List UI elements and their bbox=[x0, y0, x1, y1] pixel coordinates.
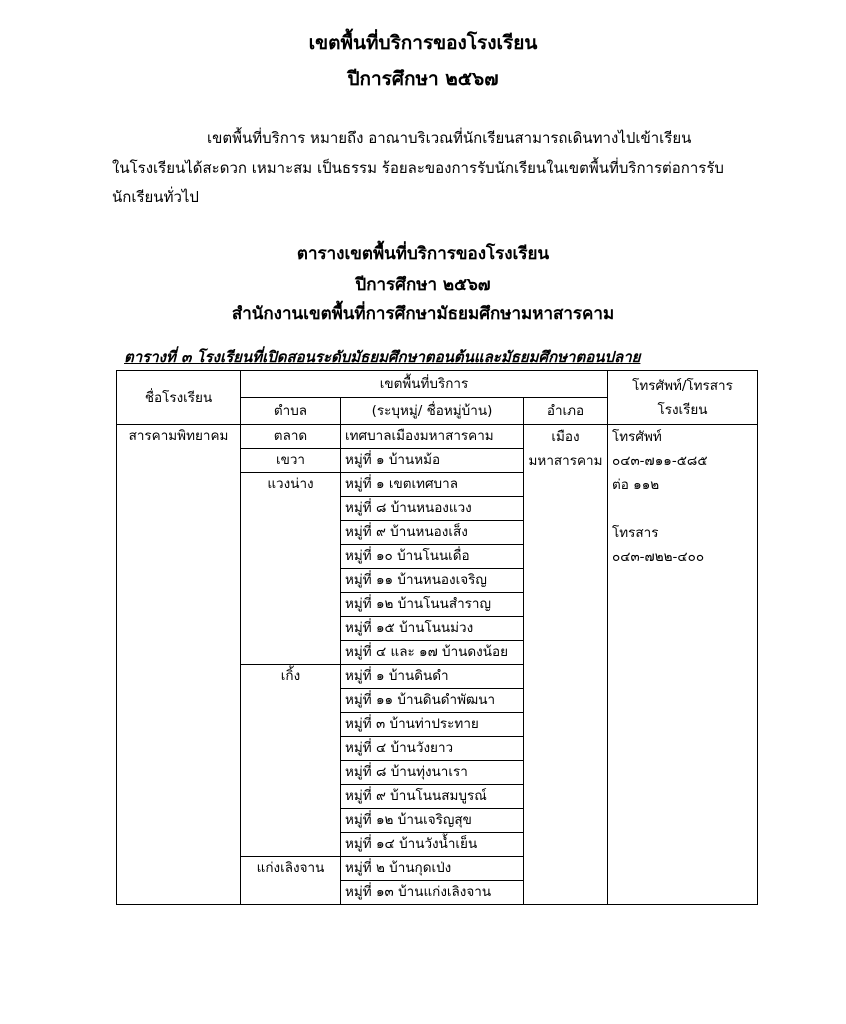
district-line-1: เมือง bbox=[551, 429, 580, 445]
page-title: เขตพื้นที่บริการของโรงเรียน bbox=[308, 32, 538, 54]
header-school: ชื่อโรงเรียน bbox=[117, 371, 241, 425]
definition-line-3: นักเรียนทั่วไป bbox=[112, 188, 199, 206]
village-cell: เทศบาลเมืองมหาสารคาม bbox=[341, 425, 524, 449]
subdistrict-cell: แก่งเลิงจาน bbox=[241, 857, 341, 905]
header-subdistrict: ตำบล bbox=[241, 398, 341, 425]
village-cell: หมู่ที่ ๙ บ้านหนองเส็ง bbox=[341, 521, 524, 545]
subdistrict-cell: เกิ้ง bbox=[241, 665, 341, 857]
village-cell: หมู่ที่ ๑๒ บ้านโนนสำราญ bbox=[341, 593, 524, 617]
table-row bbox=[117, 425, 758, 449]
village-cell: หมู่ที่ ๑๓ บ้านแก่งเลิงจาน bbox=[341, 881, 524, 905]
header-contact-line-1: โทรศัพท์/โทรสาร bbox=[632, 377, 733, 394]
village-cell: หมู่ที่ ๘ บ้านทุ่งนาเรา bbox=[341, 761, 524, 785]
subdistrict-cell: ตลาด bbox=[241, 425, 341, 449]
phone-extension: ต่อ ๑๑๒ bbox=[612, 477, 660, 493]
village-cell: หมู่ที่ ๔ และ ๑๗ บ้านดงน้อย bbox=[341, 641, 524, 665]
header-service-area: เขตพื้นที่บริการ bbox=[241, 371, 608, 398]
header-village: (ระบุหมู่/ ชื่อหมู่บ้าน) bbox=[341, 398, 524, 425]
district-line-2: มหาสารคาม bbox=[528, 453, 603, 469]
village-cell: หมู่ที่ ๑๔ บ้านวังน้ำเย็น bbox=[341, 833, 524, 857]
village-cell: หมู่ที่ ๑๒ บ้านเจริญสุข bbox=[341, 809, 524, 833]
village-cell: หมู่ที่ ๒ บ้านกุดเป่ง bbox=[341, 857, 524, 881]
definition-line-2: ในโรงเรียนได้สะดวก เหมาะสม เป็นธรรม ร้อยละของการรับนักเรียนในเขตพื้นที่บริการต่อการรับ bbox=[112, 159, 724, 177]
village-cell: หมู่ที่ ๙ บ้านโนนสมบูรณ์ bbox=[341, 785, 524, 809]
definition-line-1: เขตพื้นที่บริการ หมายถึง อาณาบริเวณที่นักเรียนสามารถเดินทางไปเข้าเรียน bbox=[207, 129, 692, 147]
phone-number: ๐๔๓-๗๑๑-๕๘๕ bbox=[612, 453, 708, 469]
fax-number: ๐๔๓-๗๒๒-๔๐๐ bbox=[612, 549, 705, 565]
village-cell: หมู่ที่ ๓ บ้านท่าประทาย bbox=[341, 713, 524, 737]
table-heading-year: ปีการศึกษา ๒๕๖๗ bbox=[355, 275, 491, 295]
header-contact bbox=[608, 371, 758, 425]
table-header-row bbox=[117, 371, 758, 398]
table-heading-office: สำนักงานเขตพื้นที่การศึกษามัธยมศึกษามหาสารคาม bbox=[231, 304, 615, 324]
village-cell: หมู่ที่ ๔ บ้านวังยาว bbox=[341, 737, 524, 761]
subdistrict-cell: แวงน่าง bbox=[241, 473, 341, 665]
spacer bbox=[612, 497, 753, 521]
village-cell: หมู่ที่ ๑๕ บ้านโนนม่วง bbox=[341, 617, 524, 641]
village-cell: หมู่ที่ ๑ บ้านดินดำ bbox=[341, 665, 524, 689]
village-cell: หมู่ที่ ๑๑ บ้านดินดำพัฒนา bbox=[341, 689, 524, 713]
header-district: อำเภอ bbox=[524, 398, 608, 425]
subdistrict-cell: เขวา bbox=[241, 449, 341, 473]
village-cell: หมู่ที่ ๑๑ บ้านหนองเจริญ bbox=[341, 569, 524, 593]
district-cell bbox=[524, 425, 608, 905]
contact-cell bbox=[608, 425, 758, 905]
table-caption: ตารางที่ ๓ โรงเรียนที่เปิดสอนระดับมัธยมศึกษาตอนต้นและมัธยมศึกษาตอนปลาย bbox=[124, 348, 641, 366]
village-cell: หมู่ที่ ๘ บ้านหนองแวง bbox=[341, 497, 524, 521]
service-area-table-body bbox=[117, 371, 758, 905]
service-area-table bbox=[116, 370, 758, 905]
table-heading-title: ตารางเขตพื้นที่บริการของโรงเรียน bbox=[296, 244, 550, 264]
phone-label: โทรศัพท์ bbox=[612, 429, 662, 445]
fax-label: โทรสาร bbox=[612, 525, 659, 541]
header-contact-line-2: โรงเรียน bbox=[657, 401, 708, 418]
page-subtitle-year: ปีการศึกษา ๒๕๖๗ bbox=[347, 68, 499, 90]
village-cell: หมู่ที่ ๑ บ้านหม้อ bbox=[341, 449, 524, 473]
school-name-cell: สารคามพิทยาคม bbox=[117, 425, 241, 905]
village-cell: หมู่ที่ ๑ เขตเทศบาล bbox=[341, 473, 524, 497]
village-cell: หมู่ที่ ๑๐ บ้านโนนเดื่อ bbox=[341, 545, 524, 569]
